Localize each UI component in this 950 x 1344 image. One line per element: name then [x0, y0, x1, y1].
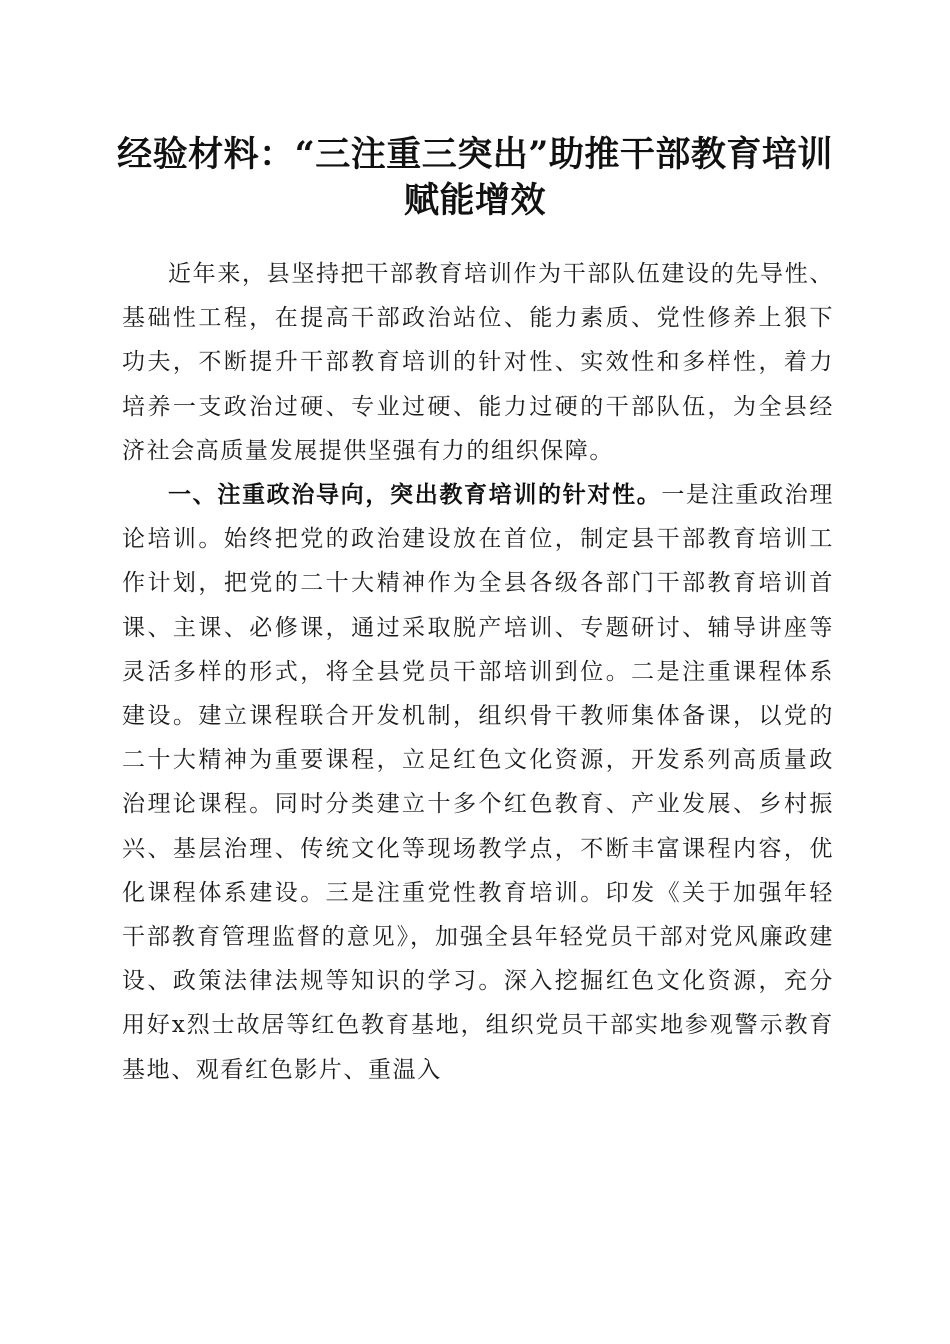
section-paragraph — [122, 473, 834, 1092]
section-body: 一是注重政治理论培训。始终把党的政治建设放在首位，制定县干部教育培训工作计划，把党的二十大精神作为全县各级各部门干部教育培训首课、主课、必修课，通过采取脱产培训、专题研讨、辅导讲座等灵活多样的形式，将全县党员干部培训到位。二是注重课程体系建设。建立课程联合开发机制，组织骨干教师集体备课，以党的二十大精神为重要课程，立足红色文化资源，开发系列高质量政治理论课程。同时分类建立十多个红色教育、产业发展、乡村振兴、基层治理、传统文化等现场教学点，不断丰富课程内容，优化课程体系建设。三是注重党性教育培训。印发《关于加强年轻干部教育管理监督的意见》，加强全县年轻党员干部对党风廉政建设、政策法律法规等知识的学习。深入挖掘红色文化资源，充分用好x烈士故居等红色教育基地，组织党员干部实地参观警示教育基地、观看红色影片、重温入 — [122, 482, 835, 1083]
document-title: 经验材料：“三注重三突出”助推干部教育培训赋能增效 — [117, 134, 833, 221]
document-body — [122, 252, 834, 1092]
section-heading: 一、注重政治导向，突出教育培训的针对性。 — [168, 482, 662, 509]
intro-paragraph: 近年来，县坚持把干部教育培训作为干部队伍建设的先导性、基础性工程，在提高干部政治站位、能力素质、党性修养上狠下功夫，不断提升干部教育培训的针对性、实效性和多样性，着力培养一支政治过硬、专业过硬、能力过硬的干部队伍，为全县经济社会高质量发展提供坚强有力的组织保障。 — [122, 261, 834, 464]
